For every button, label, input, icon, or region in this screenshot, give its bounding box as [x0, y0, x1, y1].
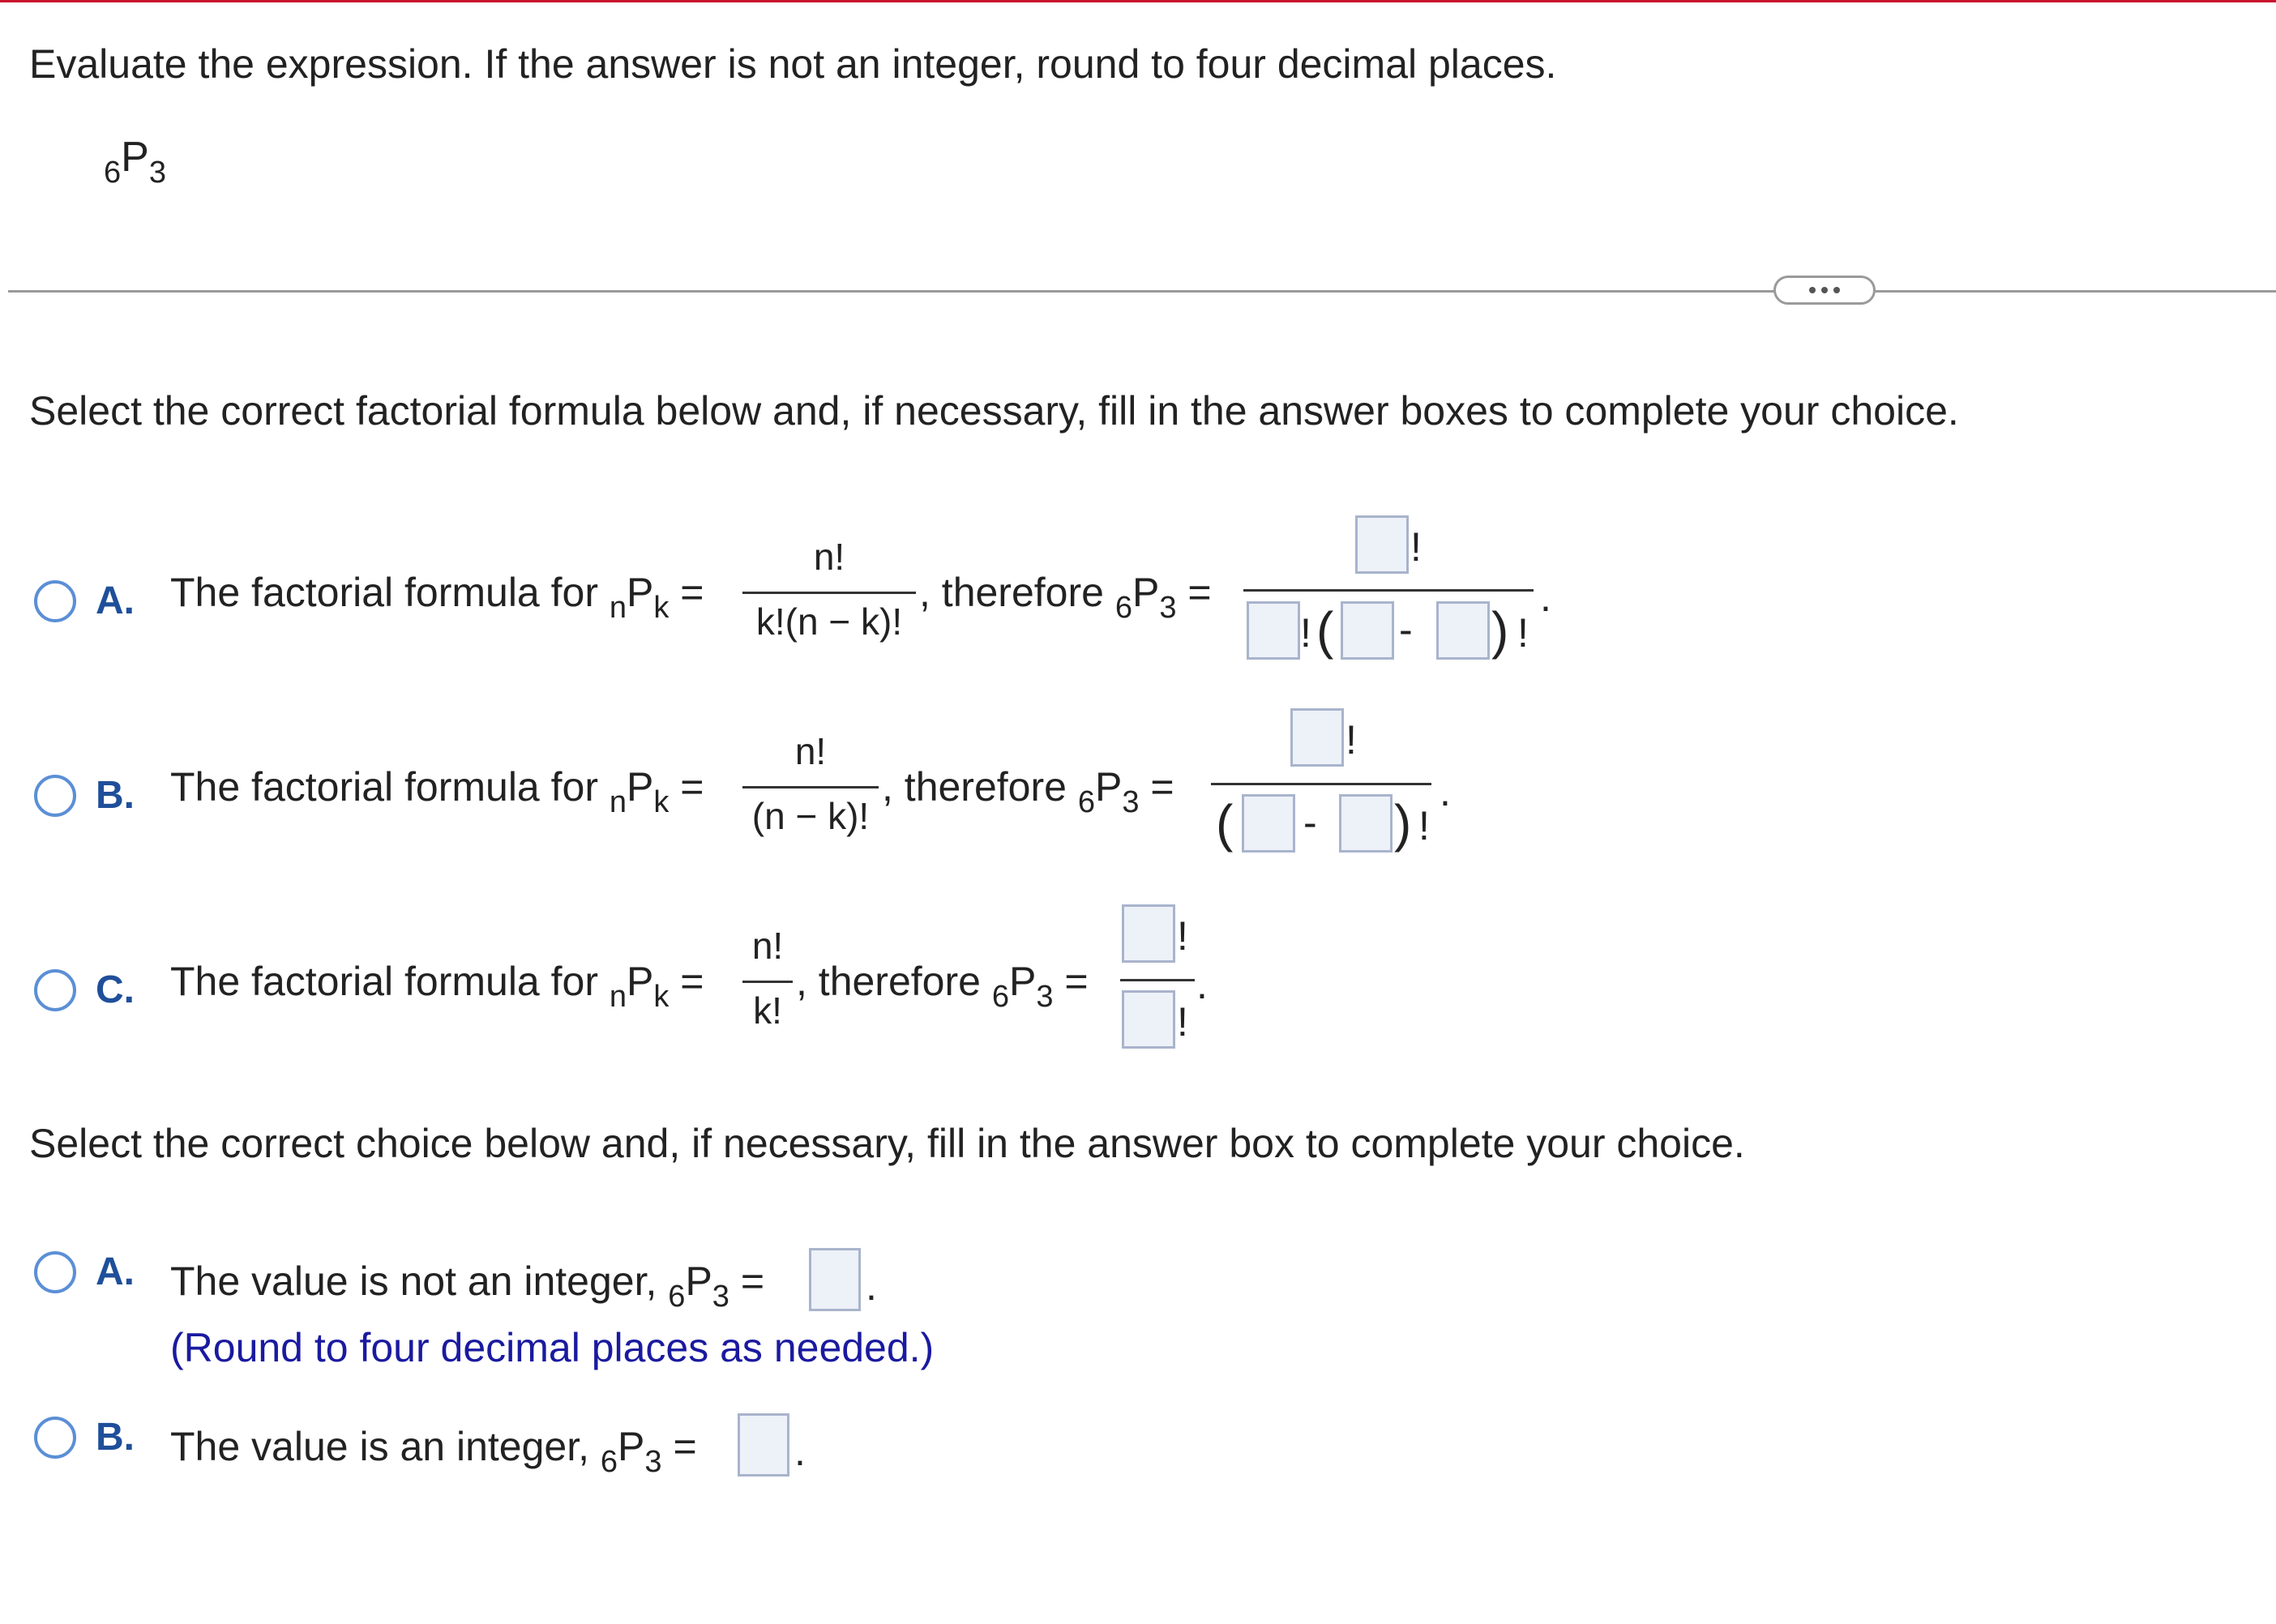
- minus-sign: -: [1303, 800, 1317, 845]
- formula-c-numerator: n!: [751, 925, 784, 967]
- top-accent-line: [0, 0, 2276, 2]
- factorial-sign: !: [1177, 999, 1188, 1045]
- factorial-sign: !: [1517, 610, 1529, 656]
- factorial-sign: !: [1418, 803, 1430, 848]
- value-a-text: The value is not an integer, $_6P_3$ =: [170, 1259, 765, 1314]
- formula-a-n-minus-k-box[interactable]: [1436, 601, 1490, 660]
- section-divider: [8, 290, 2276, 293]
- factorial-sign: !: [1345, 717, 1357, 763]
- formula-a-fraction: [742, 535, 916, 656]
- rounding-hint: (Round to four decimal places as needed.): [170, 1325, 935, 1370]
- factorial-sign: !: [1410, 524, 1422, 570]
- formula-b-denominator: (n − k)!: [751, 795, 870, 837]
- radio-formula-c[interactable]: [34, 969, 76, 1011]
- formula-b-text: The factorial formula for $_nP_k$ =: [170, 764, 704, 819]
- more-options-button[interactable]: [1773, 276, 1876, 305]
- value-a-answer-input[interactable]: [809, 1248, 861, 1311]
- formula-c-therefore: , therefore $_6P_3$ =: [796, 959, 1089, 1014]
- open-paren: (: [1216, 794, 1234, 853]
- radio-value-a[interactable]: [34, 1251, 76, 1293]
- option-letter-a: A.: [96, 1250, 135, 1293]
- fraction-bar: [1243, 589, 1534, 592]
- value-b-answer-input[interactable]: [738, 1413, 789, 1477]
- option-letter-c: C.: [96, 968, 135, 1011]
- formula-b-k-box[interactable]: [1339, 794, 1393, 853]
- factorial-sign: !: [1177, 913, 1188, 959]
- period: .: [1196, 962, 1208, 1007]
- close-paren: ): [1491, 601, 1509, 660]
- formula-c-text: The factorial formula for $_nP_k$ =: [170, 959, 704, 1014]
- minus-sign: -: [1399, 607, 1413, 652]
- formula-b-numerator-box[interactable]: [1290, 708, 1344, 767]
- formula-b-numerator: n!: [794, 730, 827, 772]
- fraction-bar: [742, 786, 879, 788]
- radio-formula-b[interactable]: [34, 775, 76, 817]
- period: .: [866, 1263, 877, 1309]
- value-b-text: The value is an integer, $_6P_3$ =: [170, 1424, 697, 1479]
- option-letter-b: B.: [96, 774, 135, 817]
- period: .: [1440, 769, 1451, 814]
- question-expression: $_6P_3$: [104, 134, 166, 190]
- option-letter-a: A.: [96, 579, 135, 622]
- part1-instruction: Select the correct factorial formula below and, if necessary, fill in the answer boxes to complete your choice.: [29, 388, 1959, 434]
- period: .: [794, 1429, 806, 1474]
- fraction-bar: [742, 981, 793, 983]
- fraction-bar: [1120, 979, 1195, 981]
- close-paren: ): [1394, 794, 1412, 853]
- formula-a-k-box[interactable]: [1247, 601, 1300, 660]
- period: .: [1540, 575, 1551, 620]
- formula-a-numerator: n!: [813, 536, 845, 578]
- part2-instruction: Select the correct choice below and, if necessary, fill in the answer box to complete your choice.: [29, 1121, 1745, 1166]
- open-paren: (: [1316, 601, 1334, 660]
- formula-c-numerator-box[interactable]: [1122, 904, 1175, 963]
- formula-a-numerator-box[interactable]: [1355, 515, 1409, 574]
- formula-a-text: The factorial formula for $_nP_k$ =: [170, 570, 704, 625]
- dot-icon: [1833, 287, 1840, 293]
- formula-a-denominator: k!(n − k)!: [755, 600, 903, 643]
- dot-icon: [1809, 287, 1816, 293]
- formula-c-denominator-box[interactable]: [1122, 990, 1175, 1049]
- option-letter-b: B.: [96, 1416, 135, 1459]
- formula-c-denominator: k!: [753, 989, 782, 1032]
- formula-b-fraction: [742, 729, 879, 851]
- factorial-sign: !: [1300, 610, 1311, 656]
- formula-b-n-box[interactable]: [1242, 794, 1295, 853]
- formula-b-therefore: , therefore $_6P_3$ =: [882, 764, 1174, 819]
- question-instruction: Evaluate the expression. If the answer is not an integer, round to four decimal places.: [29, 41, 1557, 87]
- formula-a-n-box[interactable]: [1341, 601, 1394, 660]
- formula-c-fraction: [742, 924, 793, 1045]
- radio-formula-a[interactable]: [34, 580, 76, 622]
- fraction-bar: [742, 592, 916, 594]
- dot-icon: [1821, 287, 1828, 293]
- fraction-bar: [1211, 783, 1431, 785]
- radio-value-b[interactable]: [34, 1417, 76, 1459]
- formula-a-therefore: , therefore $_6P_3$ =: [919, 570, 1212, 625]
